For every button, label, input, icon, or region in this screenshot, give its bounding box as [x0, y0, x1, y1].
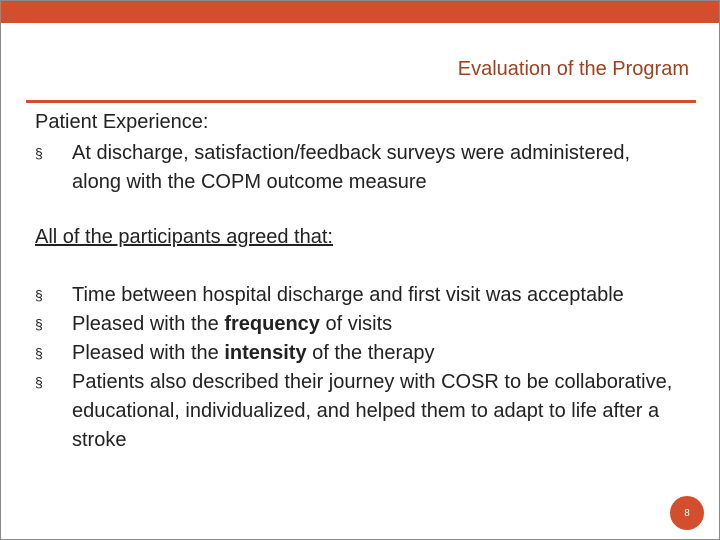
list-item-text-after: of the therapy — [306, 342, 435, 364]
page-number-badge: 8 — [670, 496, 704, 530]
slide-title: Evaluation of the Program — [457, 58, 689, 80]
list-item-text-before: Pleased with the — [72, 342, 225, 364]
agreement-heading: All of the participants agreed that: — [35, 226, 333, 248]
bullet-marker: § — [35, 145, 43, 161]
bullet-marker: § — [35, 345, 43, 361]
top-accent-bar — [1, 1, 719, 23]
list-item — [35, 281, 675, 310]
list-item — [35, 310, 675, 339]
patient-experience-list — [35, 139, 675, 197]
list-item — [35, 139, 675, 197]
list-item-text: Time between hospital discharge and first visit was acceptable — [72, 284, 624, 306]
bullet-marker: § — [35, 316, 43, 332]
list-item-text: At discharge, satisfaction/feedback surveys were administered, along with the COPM outcome measure — [72, 142, 631, 193]
emphasis-intensity: intensity — [224, 342, 307, 364]
list-item-text: Patients also described their journey with COSR to be collaborative, educational, individualized, and helped them to adapt to life after a stroke — [72, 371, 673, 451]
bullet-marker: § — [35, 374, 43, 390]
list-item — [35, 368, 675, 455]
patient-experience-heading: Patient Experience: — [35, 111, 209, 133]
bullet-marker: § — [35, 287, 43, 303]
list-item — [35, 339, 675, 368]
agreement-list — [35, 281, 675, 455]
emphasis-frequency: frequency — [224, 313, 320, 335]
list-item-text-before: Pleased with the — [72, 313, 225, 335]
title-divider — [26, 100, 696, 103]
list-item-text-after: of visits — [319, 313, 393, 335]
